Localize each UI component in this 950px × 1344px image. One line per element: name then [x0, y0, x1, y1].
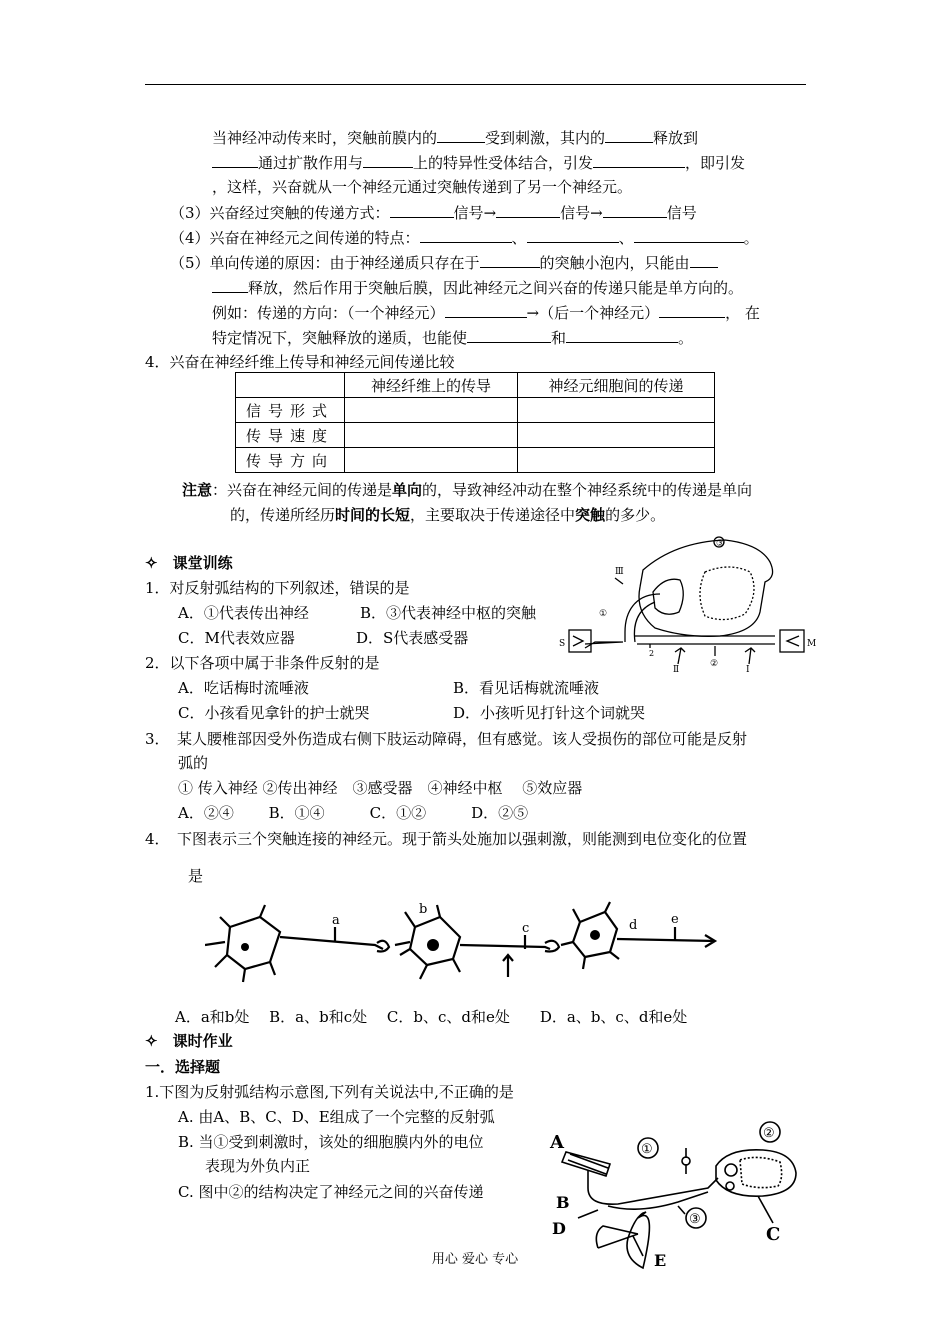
table-cell: [345, 398, 518, 423]
item-3: （3）兴奋经过突触的传递方式： 信号→ 信号→ 信号: [170, 204, 697, 222]
fig1-label: M: [807, 639, 817, 649]
table-cell: [236, 373, 345, 398]
cell-nucleus: [590, 930, 600, 940]
paragraph-line: ，这样，兴奋就从一个神经元通过突触传递到了另一个神经元。: [212, 178, 633, 196]
fig3-label: A: [550, 1132, 564, 1153]
header-rule: [145, 84, 806, 85]
item-5: （5）单向传递的原因：由于神经递质只存在于 的突触小泡内，只能由: [170, 252, 718, 273]
reflex-arc-figure: [555, 532, 825, 674]
fig1-label: Ⅲ: [615, 567, 624, 577]
fig3-label: ③: [689, 1212, 701, 1227]
table-header: 神经元细胞间的传递: [518, 373, 715, 398]
table-row: [236, 398, 715, 423]
table-row: [236, 448, 715, 473]
comparison-table: [235, 372, 715, 473]
option: A．①代表传出神经: [178, 604, 309, 622]
fig2-label: c: [522, 921, 530, 936]
table-cell: [518, 398, 715, 423]
table-row-label: 传导方向: [236, 448, 345, 473]
question: 是: [188, 867, 204, 885]
fig1-label: Ⅱ: [673, 665, 680, 674]
option: C．小孩看见拿针的护士就哭: [178, 704, 370, 722]
fig1-label: ③: [716, 539, 725, 549]
table-row-label: 传导速度: [236, 423, 345, 448]
page-footer: 用心 爱心 专心: [431, 1252, 519, 1267]
question: 1．对反射弧结构的下列叙述，错误的是: [145, 579, 410, 597]
item-5: 释放，然后作用于突触后膜，因此神经元之间兴奋的传递只能是单方向的。: [212, 277, 743, 298]
question: 弧的: [178, 754, 209, 772]
fig1-label: 2: [649, 649, 655, 658]
fig3-label: B: [556, 1193, 570, 1212]
fig2-label: d: [629, 918, 638, 933]
question: 3． 某人腰椎部因受外伤造成右侧下肢运动障碍，但有感觉。该人受损伤的部位可能是反射: [145, 730, 748, 748]
fig1-label: S: [559, 639, 566, 649]
fig1-label: ②: [710, 659, 719, 669]
option: B. 当①受到刺激时，该处的细胞膜内外的电位: [178, 1133, 484, 1151]
fig3-label: ②: [763, 1126, 775, 1141]
table-cell: [345, 448, 518, 473]
table-row: [236, 423, 715, 448]
option: B．③代表神经中枢的突触: [360, 604, 537, 622]
note: 的，传递所经历时间的长短，主要取决于传递途径中突触的多少。: [230, 506, 666, 524]
option: A．a和b处 B．a、b和c处 C．b、c、d和e处 D．a、b、c、d和e处: [175, 1008, 688, 1026]
fig2-label: b: [419, 902, 428, 917]
fig3-label: C: [766, 1224, 781, 1245]
question: 2．以下各项中属于非条件反射的是: [145, 654, 380, 672]
fig1-label: ①: [599, 609, 608, 619]
option: ① 传入神经 ②传出神经 ③感受器 ④神经中枢 ⑤效应器: [178, 779, 583, 797]
cell-nucleus: [427, 939, 439, 951]
option: D．小孩听见打针这个词就哭: [453, 704, 646, 722]
option: C．M代表效应器: [178, 629, 295, 647]
fig1-label: Ⅰ: [746, 665, 750, 674]
fig3-label: D: [552, 1219, 566, 1238]
cell-nucleus: [241, 943, 249, 951]
table-cell: [518, 423, 715, 448]
item-5: 例如：传递的方向：（一个神经元） →（后一个神经元） ， 在: [212, 304, 760, 322]
option: A．②④ B．①④ C．①② D．②⑤: [178, 804, 529, 822]
option: A．吃话梅时流唾液: [178, 679, 309, 697]
item-5: 特定情况下，突触释放的递质，也能使 和 。: [212, 329, 694, 347]
option: D．S代表感受器: [356, 629, 469, 647]
section-title: 4．兴奋在神经纤维上传导和神经元间传递比较: [145, 353, 455, 371]
question: 4． 下图表示三个突触连接的神经元。现于箭头处施加以强刺激，则能测到电位变化的位置: [145, 830, 748, 848]
section-subheading: 一．选择题: [145, 1058, 221, 1076]
option: A. 由A、B、C、D、E组成了一个完整的反射弧: [178, 1108, 495, 1126]
table-cell: [345, 423, 518, 448]
paragraph-line: 当神经冲动传来时，突触前膜内的 受到刺激，其内的 释放到: [212, 129, 699, 147]
fig2-label: a: [332, 913, 340, 928]
section-heading: ✧ 课堂训练: [145, 554, 233, 572]
note: 注意：兴奋在神经元间的传递是单向的，导致神经冲动在整个神经系统中的传递是单向: [182, 481, 753, 499]
option: B．看见话梅就流唾液: [453, 679, 600, 697]
neuron-chain-figure: [205, 897, 740, 992]
table-row-label: 信号形式: [236, 398, 345, 423]
section-heading: ✧ 课时作业: [145, 1032, 233, 1050]
table-row: [236, 373, 715, 398]
question: 1.下图为反射弧结构示意图,下列有关说法中,不正确的是: [145, 1083, 514, 1101]
table-cell: [518, 448, 715, 473]
fig2-label: e: [671, 912, 679, 927]
item-4: （4）兴奋在神经元之间传递的特点： 、 、 。: [170, 229, 759, 247]
option: 表现为外负内正: [205, 1157, 311, 1175]
fig3-label: E: [654, 1251, 667, 1270]
fig3-label: ①: [641, 1142, 653, 1157]
table-header: 神经纤维上的传导: [345, 373, 518, 398]
paragraph-line: 通过扩散作用与 上的特异性受体结合，引发 ，即引发: [212, 152, 745, 173]
option: C. 图中②的结构决定了神经元之间的兴奋传递: [178, 1183, 484, 1201]
